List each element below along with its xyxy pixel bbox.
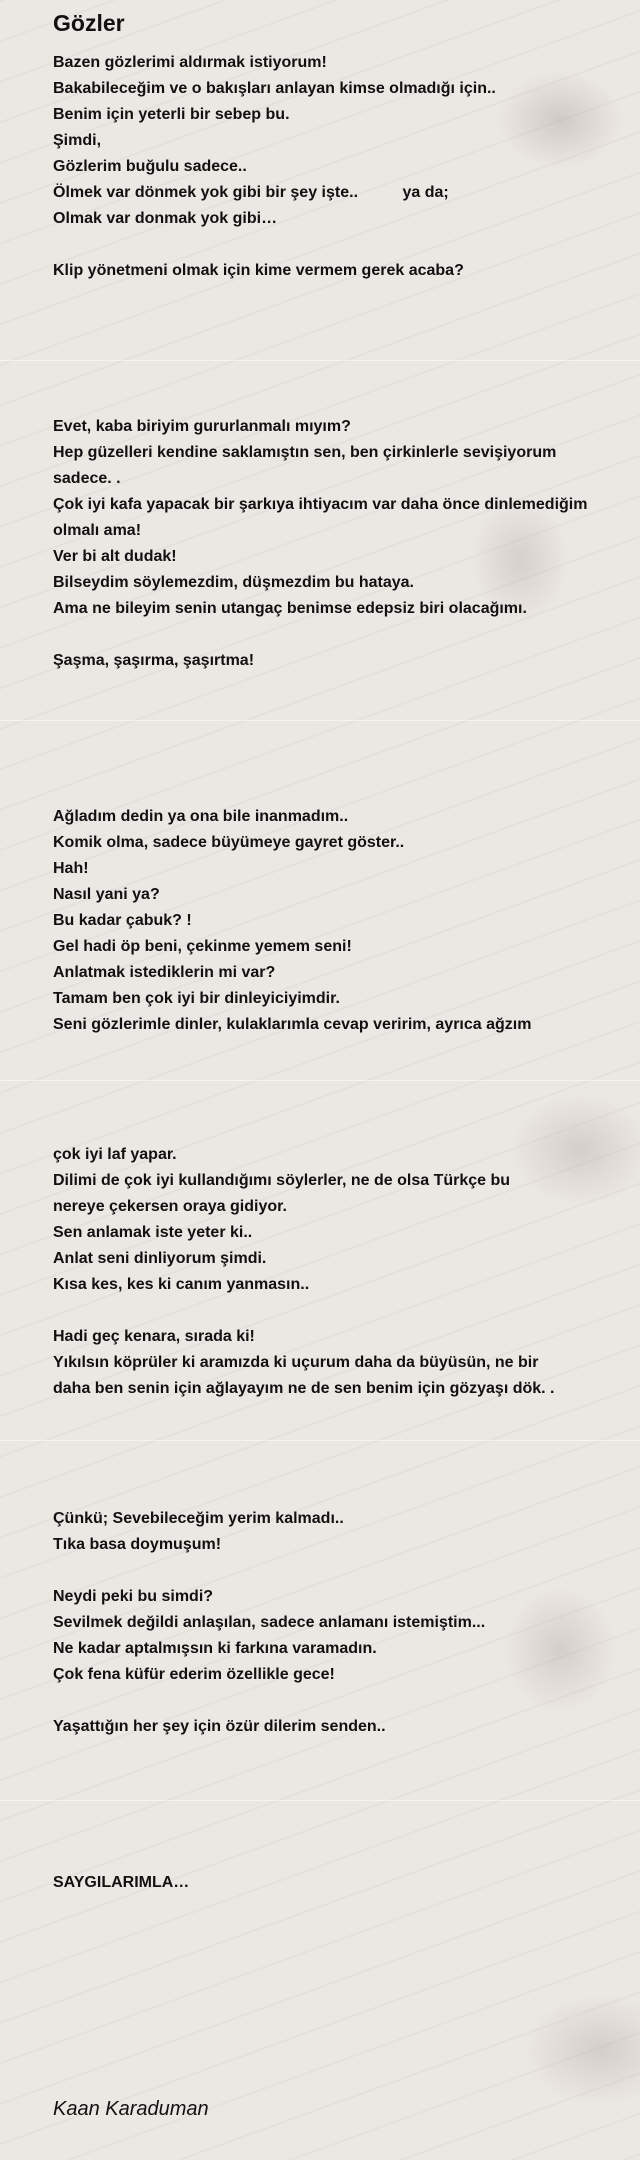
- poem-line: Nasıl yani ya?: [53, 886, 160, 903]
- poem-line: Ağladım dedin ya ona bile inanmadım..: [53, 808, 349, 825]
- poem-line: Tıka basa doymuşum!: [53, 1536, 222, 1553]
- poem-line: [53, 1844, 613, 1870]
- poem-line: [53, 1740, 613, 1766]
- poem-line: Tamam ben çok iyi bir dinleyiciyimdir.: [53, 990, 340, 1007]
- poem-line: SAYGILARIMLA…: [53, 1874, 190, 1891]
- poem-line: Sen anlamak iste yeter ki..: [53, 1224, 253, 1241]
- poem-line: [53, 622, 613, 648]
- poem-line: [53, 336, 613, 362]
- poem-line: Bakabileceğim ve o bakışları anlayan kimse olmadığı için..: [53, 80, 496, 97]
- poem-line: [53, 1688, 613, 1714]
- poem-line: [53, 1064, 613, 1090]
- poem-line: Hadi geç kenara, sırada ki!: [53, 1328, 255, 1345]
- poem-line: [53, 1428, 613, 1454]
- poem-line: Seni gözlerimle dinler, kulaklarımla cevap veririm, ayrıca ağzım: [53, 1016, 532, 1033]
- poem-line: Bazen gözlerimi aldırmak istiyorum!: [53, 54, 327, 71]
- poem-title: Gözler: [53, 10, 125, 36]
- poem-line: [53, 1792, 613, 1818]
- poem-line: [53, 1116, 613, 1142]
- poem-line: [53, 1818, 613, 1844]
- poem-line: Şaşma, şaşırma, şaşırtma!: [53, 652, 255, 669]
- poem-line: Hep güzelleri kendine saklamıştın sen, ben çirkinlerle sevişiyorum: [53, 444, 557, 461]
- poem-line: Anlatmak istediklerin mi var?: [53, 964, 276, 981]
- poem-line: Anlat seni dinliyorum şimdi.: [53, 1250, 267, 1267]
- poem-line: [53, 752, 613, 778]
- poem-line: sadece. .: [53, 470, 121, 487]
- poem-line: Ama ne bileyim senin utangaç benimse edepsiz biri olacağımı.: [53, 600, 527, 617]
- poem-line: nereye çekersen oraya gidiyor.: [53, 1198, 287, 1215]
- poem-line: Ne kadar aptalmışsın ki farkına varamadın.: [53, 1640, 377, 1657]
- poem-line: [53, 1298, 613, 1324]
- poem-line: [53, 1402, 613, 1428]
- poem-line: daha ben senin için ağlayayım ne de sen benim için gözyaşı dök. .: [53, 1380, 555, 1397]
- poem-line: Kısa kes, kes ki canım yanmasın..: [53, 1276, 310, 1293]
- poem-line: Benim için yeterli bir sebep bu.: [53, 106, 290, 123]
- poem-line: Yıkılsın köprüler ki aramızda ki uçurum daha da büyüsün, ne bir: [53, 1354, 539, 1371]
- poem-line: Sevilmek değildi anlaşılan, sadece anlamanı istemiştim...: [53, 1614, 486, 1631]
- poem-line: [53, 284, 613, 310]
- poem-line: [53, 726, 613, 752]
- poem-line: [53, 1558, 613, 1584]
- poem-line: Klip yönetmeni olmak için kime vermem gerek acaba?: [53, 262, 464, 279]
- poem-line: [53, 674, 613, 700]
- poem-author: Kaan Karaduman: [53, 2098, 209, 2120]
- poem-line: [53, 232, 613, 258]
- poem-line: Çünkü; Sevebileceğim yerim kalmadı..: [53, 1510, 344, 1527]
- poem-line: Yaşattığın her şey için özür dilerim senden..: [53, 1718, 386, 1735]
- poem-line: [53, 1766, 613, 1792]
- poem-line: [53, 362, 613, 388]
- poem-line: [53, 388, 613, 414]
- poem-line: Bu kadar çabuk? !: [53, 912, 192, 929]
- poem-line: Çok iyi kafa yapacak bir şarkıya ihtiyacım var daha önce dinlemediğim: [53, 496, 588, 513]
- poem-line: Neydi peki bu simdi?: [53, 1588, 214, 1605]
- poem-line: Dilimi de çok iyi kullandığımı söylerler, ne de olsa Türkçe bu: [53, 1172, 511, 1189]
- poem-line: Hah!: [53, 860, 89, 877]
- poem-line: [53, 1090, 613, 1116]
- poem-line: [53, 310, 613, 336]
- poem-line: Ölmek var dönmek yok gibi bir şey işte.. ya da;: [53, 184, 449, 201]
- poem-line: [53, 1038, 613, 1064]
- poem-line: Ver bi alt dudak!: [53, 548, 177, 565]
- poem-body: [53, 50, 613, 1896]
- poem-line: [53, 1480, 613, 1506]
- poem-line: Bilseydim söylemezdim, düşmezdim bu hataya.: [53, 574, 414, 591]
- poem-line: Çok fena küfür ederim özellikle gece!: [53, 1666, 335, 1683]
- poem-line: [53, 1454, 613, 1480]
- poem-line: çok iyi laf yapar.: [53, 1146, 177, 1163]
- poem-line: [53, 778, 613, 804]
- poem-line: Gözlerim buğulu sadece..: [53, 158, 247, 175]
- poem-line: Şimdi,: [53, 132, 102, 149]
- poem-line: Komik olma, sadece büyümeye gayret göster..: [53, 834, 405, 851]
- poem-line: Evet, kaba biriyim gururlanmalı mıyım?: [53, 418, 351, 435]
- poem-line: Gel hadi öp beni, çekinme yemem seni!: [53, 938, 352, 955]
- poem-line: olmalı ama!: [53, 522, 142, 539]
- poem-line: [53, 700, 613, 726]
- poem-line: Olmak var donmak yok gibi…: [53, 210, 278, 227]
